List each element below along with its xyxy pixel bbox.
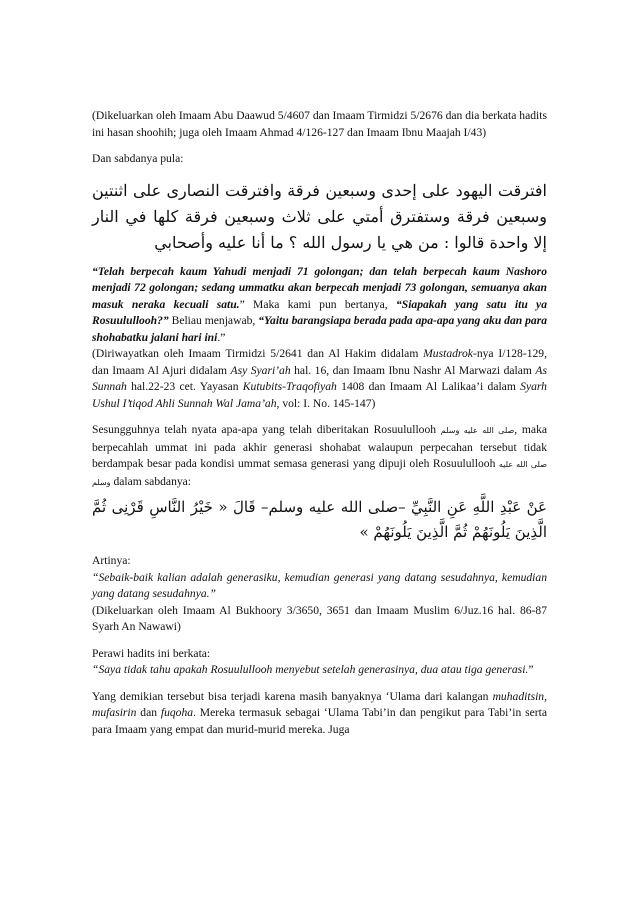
explanation-paragraph <box>92 422 547 491</box>
reference-10: Syarh Ushul I’tiqod Ahli Sunnah Wal Jama’ah <box>92 380 547 410</box>
translation-quote-1: “Telah berpecah kaum Yahudi menjadi 71 golongan; dan telah berpecah kaum Nashoro menjadi 72 golongan; sedang ummatku akan berpecah menjadi 73 golongan, semuanya akan masuk neraka kecuali satu. <box>92 264 547 311</box>
narrator-block <box>92 646 547 679</box>
reference-2: Mustadrok <box>423 347 473 360</box>
meaning-reference: (Dikeluarkan oleh Imaam Al Bukhoory 3/3650, 3651 dan Imaam Muslim 6/Juz.16 hal. 86-87 Syarh An Nawawi) <box>92 603 547 633</box>
translation-text-2: Beliau menjawab, <box>168 314 259 327</box>
closing-text-3: . Mereka termasuk sebagai ‘Ulama Tabi’in dan pengikut para Tabi’in serta para Imaam yang empat dan murid-murid mereka. Juga <box>92 706 547 736</box>
explanation-text-2: , maka berpecahlah ummat ini pada akhir generasi shohabat walaupun perpecahan tersebut tidak berdampak besar pada kondisi ummat semasa generasi yang dipuji oleh Rosuulullooh <box>92 423 548 470</box>
meaning-label: Artinya: <box>92 554 131 567</box>
closing-italic-1: muhaditsin, mufasirin <box>92 689 547 719</box>
narrator-quote: “Saya tidak tahu apakah Rosuulullooh menyebut setelah generasinya, dua atau tiga generasi. <box>92 663 529 676</box>
translation-paragraph <box>92 264 547 413</box>
arabic-hadith-2: عَنْ عَبْدِ اللَّهِ عَنِ النَّبِيِّ –صلى الله عليه وسلم– قَالَ « خَيْرُ النَّاسِ قَرْنِى ثُمَّ الَّذِينَ يَلُونَهُمْ ثُمَّ الَّذِينَ يَلُونَهُمْ » <box>92 498 547 541</box>
narrator-quote-end: ” <box>528 663 534 676</box>
reference-8: Kutubits-Traqofiyah <box>242 380 337 393</box>
reference-6: As Sunnah <box>92 363 547 393</box>
closing-italic-2: fuqoha <box>160 706 194 719</box>
reference-1: (Diriwayatkan oleh Imaam Tirmidzi 5/2641 dan Al Hakim didalam <box>92 347 424 360</box>
reference-7: hal.22-23 cet. Yayasan <box>126 380 243 393</box>
reference-4: Asy Syari’ah <box>230 363 291 377</box>
closing-paragraph <box>92 689 547 739</box>
reference-5: hal. 16, dan Imaam Ibnu Nashr Al Marwazi dalam <box>290 363 536 377</box>
salawat-1: صلى الله عليه وسلم <box>440 426 515 435</box>
reference-11: , vol: I. No. 145-147) <box>276 396 376 410</box>
document-page <box>92 108 547 748</box>
closing-text-2: dan <box>136 706 161 719</box>
intro-line: Dan sabdanya pula: <box>92 152 184 165</box>
reference-3: -nya I/128-129, dan Imaam Al Ajuri didalam <box>92 347 547 377</box>
translation-text-1: ” Maka kami pun bertanya, <box>239 297 388 311</box>
reference-9: 1408 dan Imaam Al Lalikaa’i dalam <box>336 380 521 393</box>
narrator-label: Perawi hadits ini berkata: <box>92 646 211 660</box>
explanation-text-3: dalam sabdanya: <box>110 474 192 488</box>
closing-text-1: Yang demikian tersebut bisa terjadi karena masih banyaknya ‘Ulama dari kalangan <box>92 689 493 703</box>
meaning-quote: “Sebaik-baik kalian adalah generasiku, kemudian generasi yang datang sesudahnya, kemudian yang datang sesudahnya.” <box>92 570 547 600</box>
meaning-block <box>92 553 547 636</box>
translation-quote-3: “Yaitu barangsiapa berada pada apa-apa yang aku dan para shohabatku jalani hari ini <box>92 314 548 344</box>
translation-quote-2: “Siapakah yang satu itu ya Rosuulullooh?” <box>92 297 547 327</box>
explanation-text-1: Sesungguhnya telah nyata apa-apa yang telah diberitakan Rosuulullooh <box>92 423 441 436</box>
salawat-2: صلى الله عليه وسلم <box>92 460 548 487</box>
arabic-hadith-1: افترقت اليهود على إحدى وسبعين فرقة وافترقت النصارى على اثنتين وسبعين فرقة وستفترق أمتي على ثلاث وسبعين فرقة كلها في النار إلا واحدة قالوا : من هي يا رسول الله ؟ ما أنا عليه وأصحابي <box>92 180 547 252</box>
translation-text-3: .” <box>217 330 226 344</box>
citation-paragraph-1: (Dikeluarkan oleh Imaam Abu Daawud 5/4607 dan Imaam Tirmidzi 5/2676 dan dia berkata hadits ini hasan shoohih; juga oleh Imaam Ahmad 4/126-127 dan Imaam Ibnu Maajah I/43) <box>92 109 547 139</box>
